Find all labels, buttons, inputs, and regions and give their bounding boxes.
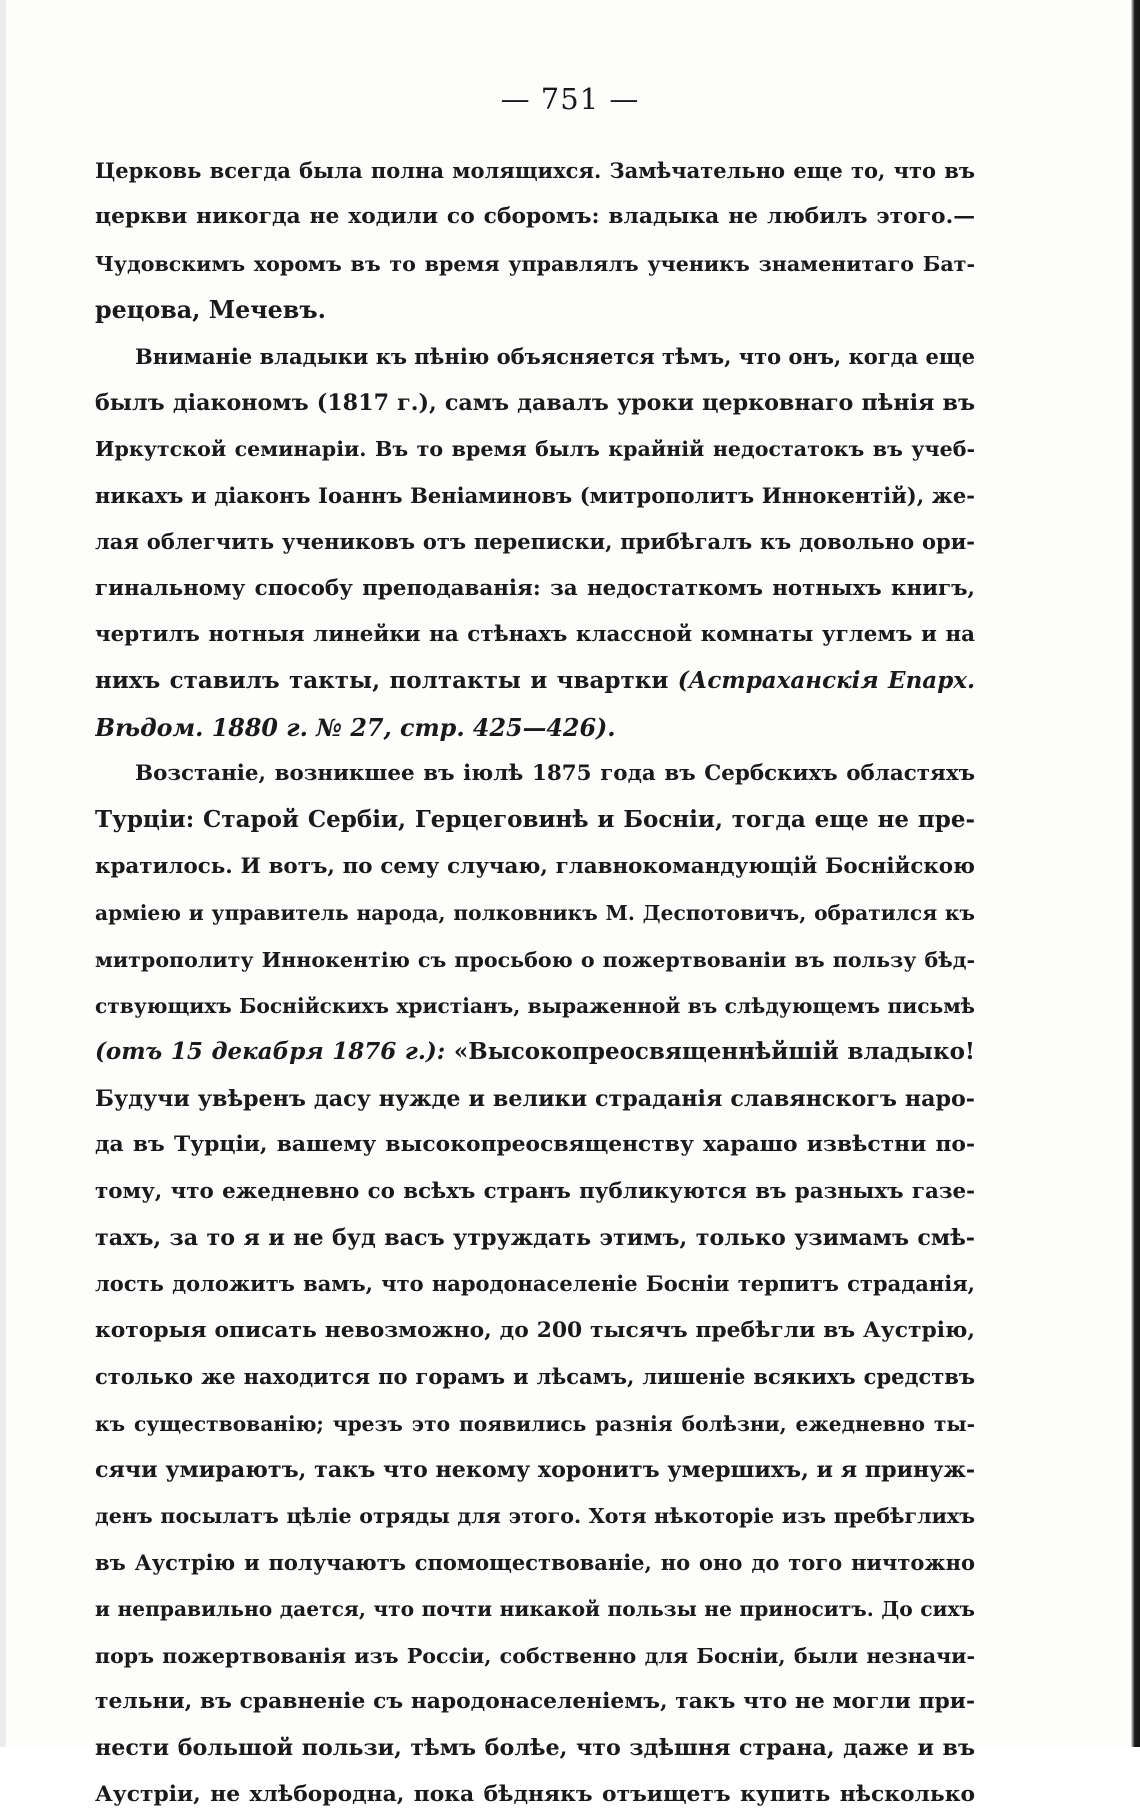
text-line: да въ Турціи, вашему высокопреосвященству харашо извѣстни по- xyxy=(95,1132,975,1158)
citation-italic: (Астраханскія Епарх. xyxy=(677,667,975,695)
text-line: тахъ, за то я и не буд васъ утруждать этимъ, только узимамъ смѣ- xyxy=(95,1224,975,1251)
text-line: которыя описать невозможно, до 200 тысячъ пребѣгли въ Аустрію, xyxy=(95,1317,975,1343)
text-line: арміею и управитель народа, полковникъ М. Деспотовичъ, обратился къ xyxy=(95,901,975,926)
text-line: церкви никогда не ходили со сборомъ: владыка не любилъ этого.— xyxy=(95,204,975,230)
text-line: и неправильно дается, что почти никакой пользы не приноситъ. До сихъ xyxy=(95,1597,975,1622)
text-line: лая облегчить учениковъ отъ переписки, прибѣгалъ къ довольно ори- xyxy=(95,529,975,555)
text-line: гинальному способу преподаванія: за недостаткомъ нотныхъ книгъ, xyxy=(95,575,975,601)
text-line: лость доложитъ вамъ, что народонаселеніе Босніи терпитъ страданія, xyxy=(95,1271,975,1297)
letter-salutation: «Высокопреосвященнѣйшій владыко! xyxy=(453,1038,975,1066)
text-line: тому, что ежедневно со всѣхъ странъ публикуются въ разныхъ газе- xyxy=(95,1178,975,1204)
text-line: Аустріи, не хлѣбородна, пока бѣднякъ отъищетъ купить нѣсколько xyxy=(95,1781,975,1807)
text-line: сячи умираютъ, такъ что некому хоронитъ умершихъ, и я принуж- xyxy=(95,1456,975,1483)
body-text xyxy=(95,148,975,1818)
text-line: денъ посылатъ цѣліе отряды для этого. Хотя нѣкоторіе изъ пребѣглихъ xyxy=(95,1504,975,1529)
text-line: къ существованію; чрезъ это появились разнія болѣзни, ежедневно ты- xyxy=(95,1411,975,1436)
text-line xyxy=(95,1029,975,1075)
page-number: — 751 — xyxy=(500,82,640,116)
text-line xyxy=(95,658,975,704)
text-line: въ Аустрію и получаютъ спомоществованіе, но оно до того ничтожно xyxy=(95,1549,975,1575)
text-line: нести большой пользи, тѣмъ болѣе, что здѣшня страна, даже и въ xyxy=(95,1735,975,1762)
text-line: столько же находится по горамъ и лѣсамъ, лишеніе всякихъ средствъ xyxy=(95,1364,975,1390)
text-line: Иркутской семинаріи. Въ то время былъ крайній недостатокъ въ учеб- xyxy=(95,437,975,462)
text-segment: нихъ ставилъ такты, полтакты и чвартки xyxy=(95,667,669,695)
text-line: митрополиту Иннокентію съ просьбою о пожертвованіи въ пользу бѣд- xyxy=(95,947,975,972)
text-line: кратилось. И вотъ, по сему случаю, главнокомандующій Боснійскою xyxy=(95,853,975,879)
left-page-edge xyxy=(0,0,6,1747)
right-page-edge xyxy=(1131,0,1140,1747)
text-line: поръ пожертвованія изъ Россіи, собственно для Босніи, были незначи- xyxy=(95,1643,975,1668)
text-line: Церковь всегда была полна молящихся. Замѣчательно еще то, что въ xyxy=(95,158,975,183)
text-line: Чудовскимъ хоромъ въ то время управлялъ ученикъ знаменитаго Бат- xyxy=(95,251,975,276)
citation-line: Вѣдом. 1880 г. № 27, стр. 425—426). xyxy=(95,713,616,742)
text-line: былъ діакономъ (1817 г.), самъ давалъ уроки церковнаго пѣнія въ xyxy=(95,389,975,416)
text-line: никахъ и діаконъ Іоаннъ Веніаминовъ (митрополитъ Иннокентій), же- xyxy=(95,482,975,508)
text-line: Турціи: Старой Сербіи, Герцеговинѣ и Босніи, тогда еще не пре- xyxy=(95,806,975,834)
paragraph-start-line: Возстаніе, возникшее въ іюлѣ 1875 года въ Сербскихъ областяхъ xyxy=(135,761,975,787)
paragraph-start-line: Вниманіе владыки къ пѣнію объясняется тѣмъ, что онъ, когда еще xyxy=(135,343,975,369)
text-line: Будучи увѣренъ дасу нужде и велики страданія славянскогъ наро- xyxy=(95,1085,975,1112)
text-line: чертилъ нотныя линейки на стѣнахъ классной комнаты углемъ и на xyxy=(95,621,975,647)
text-line: рецова, Мечевъ. xyxy=(95,296,326,325)
date-italic: (отъ 15 декабря 1876 г.): xyxy=(95,1038,446,1066)
text-line: тельни, въ сравненіе съ народонаселеніемъ, такъ что не могли при- xyxy=(95,1688,975,1714)
text-line: ствующихъ Боснійскихъ христіанъ, выраженной въ слѣдующемъ письмѣ xyxy=(95,994,975,1019)
